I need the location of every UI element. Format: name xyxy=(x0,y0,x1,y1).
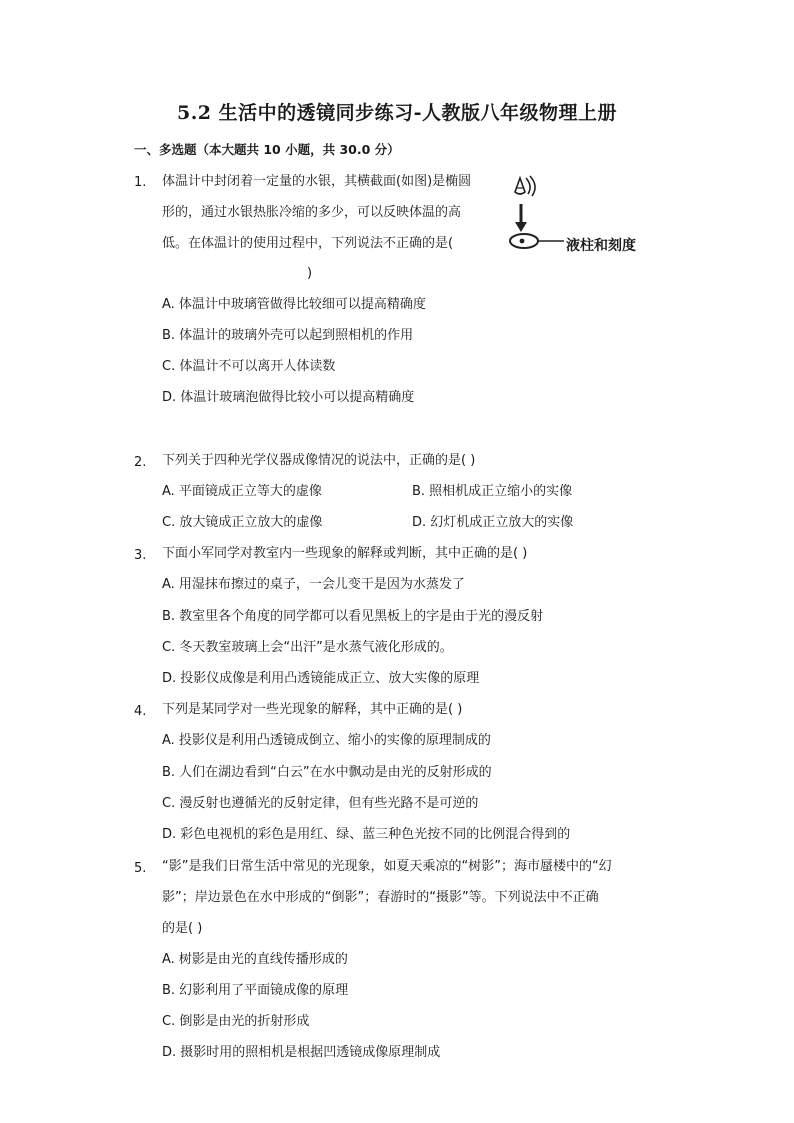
question-2-number: 2. xyxy=(134,455,147,470)
question-1-option-a: A. 体温计中玻璃管做得比较细可以提高精确度 xyxy=(162,297,426,312)
question-3-option-c: C. 冬天教室玻璃上会“出汗”是水蒸气液化形成的。 xyxy=(162,640,453,655)
question-4-option-c: C. 漫反射也遵循光的反射定律，但有些光路不是可逆的 xyxy=(162,796,479,811)
question-4-stem: 下列是某同学对一些光现象的解释，其中正确的是( ) xyxy=(162,702,463,717)
question-5-option-c: C. 倒影是由光的折射形成 xyxy=(162,1014,310,1029)
document-title: 5.2 生活中的透镜同步练习-人教版八年级物理上册 xyxy=(176,102,618,124)
figure-label: 液柱和刻度 xyxy=(566,238,636,254)
question-5-option-b: B. 幻影利用了平面镜成像的原理 xyxy=(162,983,349,998)
question-3-option-a: A. 用湿抹布擦过的桌子，一会儿变干是因为水蒸发了 xyxy=(162,577,465,592)
question-4-option-a: A. 投影仪是利用凸透镜成倒立、缩小的实像的原理制成的 xyxy=(162,733,491,748)
question-2-stem: 下列关于四种光学仪器成像情况的说法中，正确的是( ) xyxy=(162,453,476,468)
question-2-option-d: D. 幻灯机成正立放大的实像 xyxy=(412,515,574,530)
question-1-stem-line-1: 体温计中封闭着一定量的水银，其横截面(如图)是椭圆 xyxy=(162,174,472,189)
question-5-stem-line-1: “影”是我们日常生活中常见的光现象，如夏天乘凉的“树影”；海市蜃楼中的“幻 xyxy=(162,859,612,874)
question-5-stem-line-2: 影”；岸边景色在水中形成的“倒影”；春游时的“摄影”等。下列说法中不正确 xyxy=(162,890,599,905)
question-1-option-d: D. 体温计玻璃泡做得比较小可以提高精确度 xyxy=(162,390,415,405)
question-1-number: 1. xyxy=(134,175,147,190)
question-1-stem-line-3: 低。在体温计的使用过程中，下列说法不正确的是( xyxy=(162,236,454,251)
question-4-option-b: B. 人们在湖边看到“白云”在水中飘动是由光的反射形成的 xyxy=(162,765,492,780)
question-3-stem: 下面小军同学对教室内一些现象的解释或判断，其中正确的是( ) xyxy=(162,546,528,561)
question-3-option-d: D. 投影仪成像是利用凸透镜能成正立、放大实像的原理 xyxy=(162,671,480,686)
ellipse-cross-section xyxy=(510,234,564,248)
question-2-option-a: A. 平面镜成正立等大的虚像 xyxy=(162,484,322,499)
question-5-option-d: D. 摄影时用的照相机是根据凹透镜成像原理制成 xyxy=(162,1045,441,1060)
question-5-number: 5. xyxy=(134,861,147,876)
question-2-option-c: C. 放大镜成正立放大的虚像 xyxy=(162,515,323,530)
question-5-stem-line-3: 的是( ) xyxy=(162,921,203,936)
question-1-option-c: C. 体温计不可以离开人体读数 xyxy=(162,359,336,374)
question-4-number: 4. xyxy=(134,704,147,719)
question-4-option-d: D. 彩色电视机的彩色是用红、绿、蓝三种色光按不同的比例混合得到的 xyxy=(162,827,571,842)
question-1-stem-line-4: ) xyxy=(307,266,313,281)
question-1-option-b: B. 体温计的玻璃外壳可以起到照相机的作用 xyxy=(162,328,414,343)
question-2-option-b: B. 照相机成正立缩小的实像 xyxy=(412,484,573,499)
question-1-stem-line-2: 形的，通过水银热胀冷缩的多少，可以反映体温的高 xyxy=(162,205,462,220)
question-3-option-b: B. 教室里各个角度的同学都可以看见黑板上的字是由于光的漫反射 xyxy=(162,609,544,624)
question-5-option-a: A. 树影是由光的直线传播形成的 xyxy=(162,952,348,967)
arrow-down-icon xyxy=(515,204,527,232)
thermometer-bulb-icon xyxy=(515,176,535,196)
section-heading: 一、多选题（本大题共 10 小题，共 30.0 分） xyxy=(134,142,400,157)
question-3-number: 3. xyxy=(134,548,147,563)
